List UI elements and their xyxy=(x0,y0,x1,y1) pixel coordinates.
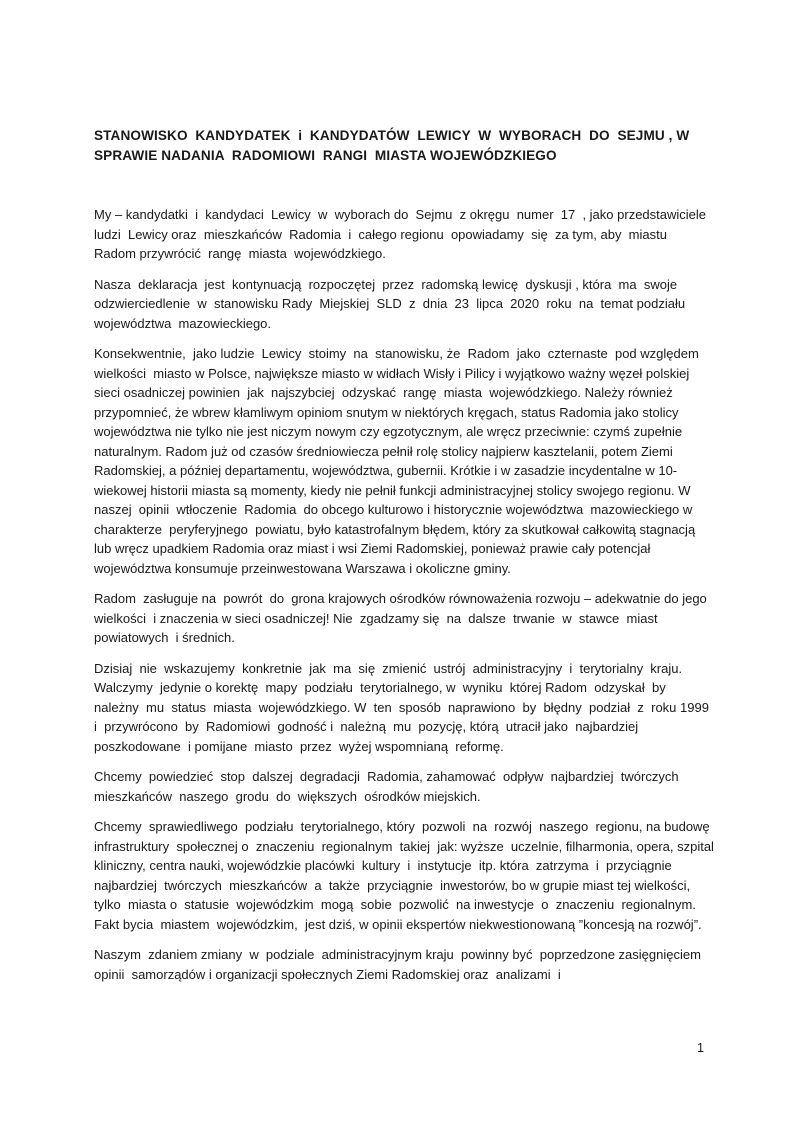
paragraph: Nasza deklaracja jest kontynuacją rozpoczętej przez radomską lewicę dyskusji , która ma swoje odzwierciedlenie w stanowisku Rady Miejskiej SLD z dnia 23 lipca 2020 roku na temat podziału województwa mazowieckiego. xyxy=(94,276,693,331)
paragraph: Konsekwentnie, jako ludzie Lewicy stoimy na stanowisku, że Radom jako czternaste pod względem wielkości miasto w Polsce, największe miasto w widłach Wisły i Pilicy i wyjątkowo ważny węzeł polskiej sieci osadniczej powinien jak najszybciej odzyskać rangę miasta wojewódzkiego. Należy również przypomnieć, że wbrew kłamliwym opiniom snutym w niektórych kręgach, status Radomia jako stolicy województwa nie tylko nie jest niczym nowym czy egzotycznym, ale wręcz przeciwnie: czymś zupełnie naturalnym. Radom już od czasów średniowiecza pełnił rolę stolicy najpierw kasztelanii, potem Ziemi Radomskiej, a później departamentu, województwa, gubernii. Krótkie i w zasadzie incydentalne w 10-wiekowej historii miasta są momenty, kiedy nie pełnił funkcji administracyjnej stolicy swojego regionu. W naszej opinii wtłoczenie Radomia do obcego kulturowo i historycznie województwa mazowieckiego w charakterze peryferyjnego powiatu, było katastrofalnym błędem, który za skutkował całkowitą stagnacją lub wręcz upadkiem Radomia oraz miast i wsi Ziemi Radomskiej, ponieważ prawie cały potencjał województwa konsumuje przeinwestowana Warszawa i okoliczne gminy. xyxy=(94,346,707,576)
paragraph: My – kandydatki i kandydaci Lewicy w wyborach do Sejmu z okręgu numer 17 , jako przedstawiciele ludzi Lewicy oraz mieszkańców Radomia i całego regionu opowiadamy się za tym, aby miastu Radom przywrócić rangę miasta wojewódzkiego. xyxy=(94,207,714,261)
paragraph: Chcemy sprawiedliwego podziału terytorialnego, który pozwoli na rozwój naszego regionu, na budowę infrastruktury społecznej o znaczeniu regionalnym takiej jak: wyższe uczelnie, filharmonia, opera, szpital kliniczny, centra nauki, wojewódzkie placówki kultury i instytucje itp. która zatrzyma i przyciągnie najbardziej twórczych mieszkańców a także przyciągnie inwestorów, bo w grupie miast tej wielkości, tylko miasta o statusie wojewódzkim mogą sobie pozwolić na inwestycje o znaczeniu regionalnym. Fakt bycia miastem wojewódzkim, jest dziś, w opinii ekspertów niekwestionowaną ”koncesją na rozwój”. xyxy=(94,819,722,932)
page-number: 1 xyxy=(697,1041,704,1055)
paragraph: Naszym zdaniem zmiany w podziale administracyjnym kraju powinny być poprzedzone zasięgnięciem opinii samorządów i organizacji społecznych Ziemi Radomskiej oraz analizami i xyxy=(94,947,709,982)
document-content xyxy=(94,126,722,995)
paragraph: Chcemy powiedzieć stop dalszej degradacji Radomia, zahamować odpływ najbardziej twórczych mieszkańców naszego grodu do większych ośrodków miejskich. xyxy=(94,769,683,804)
document-title: STANOWISKO KANDYDATEK i KANDYDATÓW LEWICY W WYBORACH DO SEJMU , W SPRAWIE NADANIA RADOMIOWI RANGI MIASTA WOJEWÓDZKIEGO xyxy=(94,128,698,163)
paragraph: Dzisiaj nie wskazujemy konkretnie jak ma się zmienić ustrój administracyjny i terytorialny kraju. Walczymy jedynie o korektę mapy podziału terytorialnego, w wyniku której Radom odzyskał by należny mu status miasta wojewódzkiego. W ten sposób naprawiono by błędny podział z roku 1999 i przywrócono by Radomiowi godność i należną mu pozycję, którą utracił jako najbardziej poszkodowane i pomijane miasto przez wyżej wspomnianą reformę. xyxy=(94,660,713,754)
paragraph: Radom zasługuje na powrót do grona krajowych ośrodków równoważenia rozwoju – adekwatnie do jego wielkości i znaczenia w sieci osadniczej! Nie zgadzamy się na dalsze trwanie w stawce miast powiatowych i średnich. xyxy=(94,591,711,645)
